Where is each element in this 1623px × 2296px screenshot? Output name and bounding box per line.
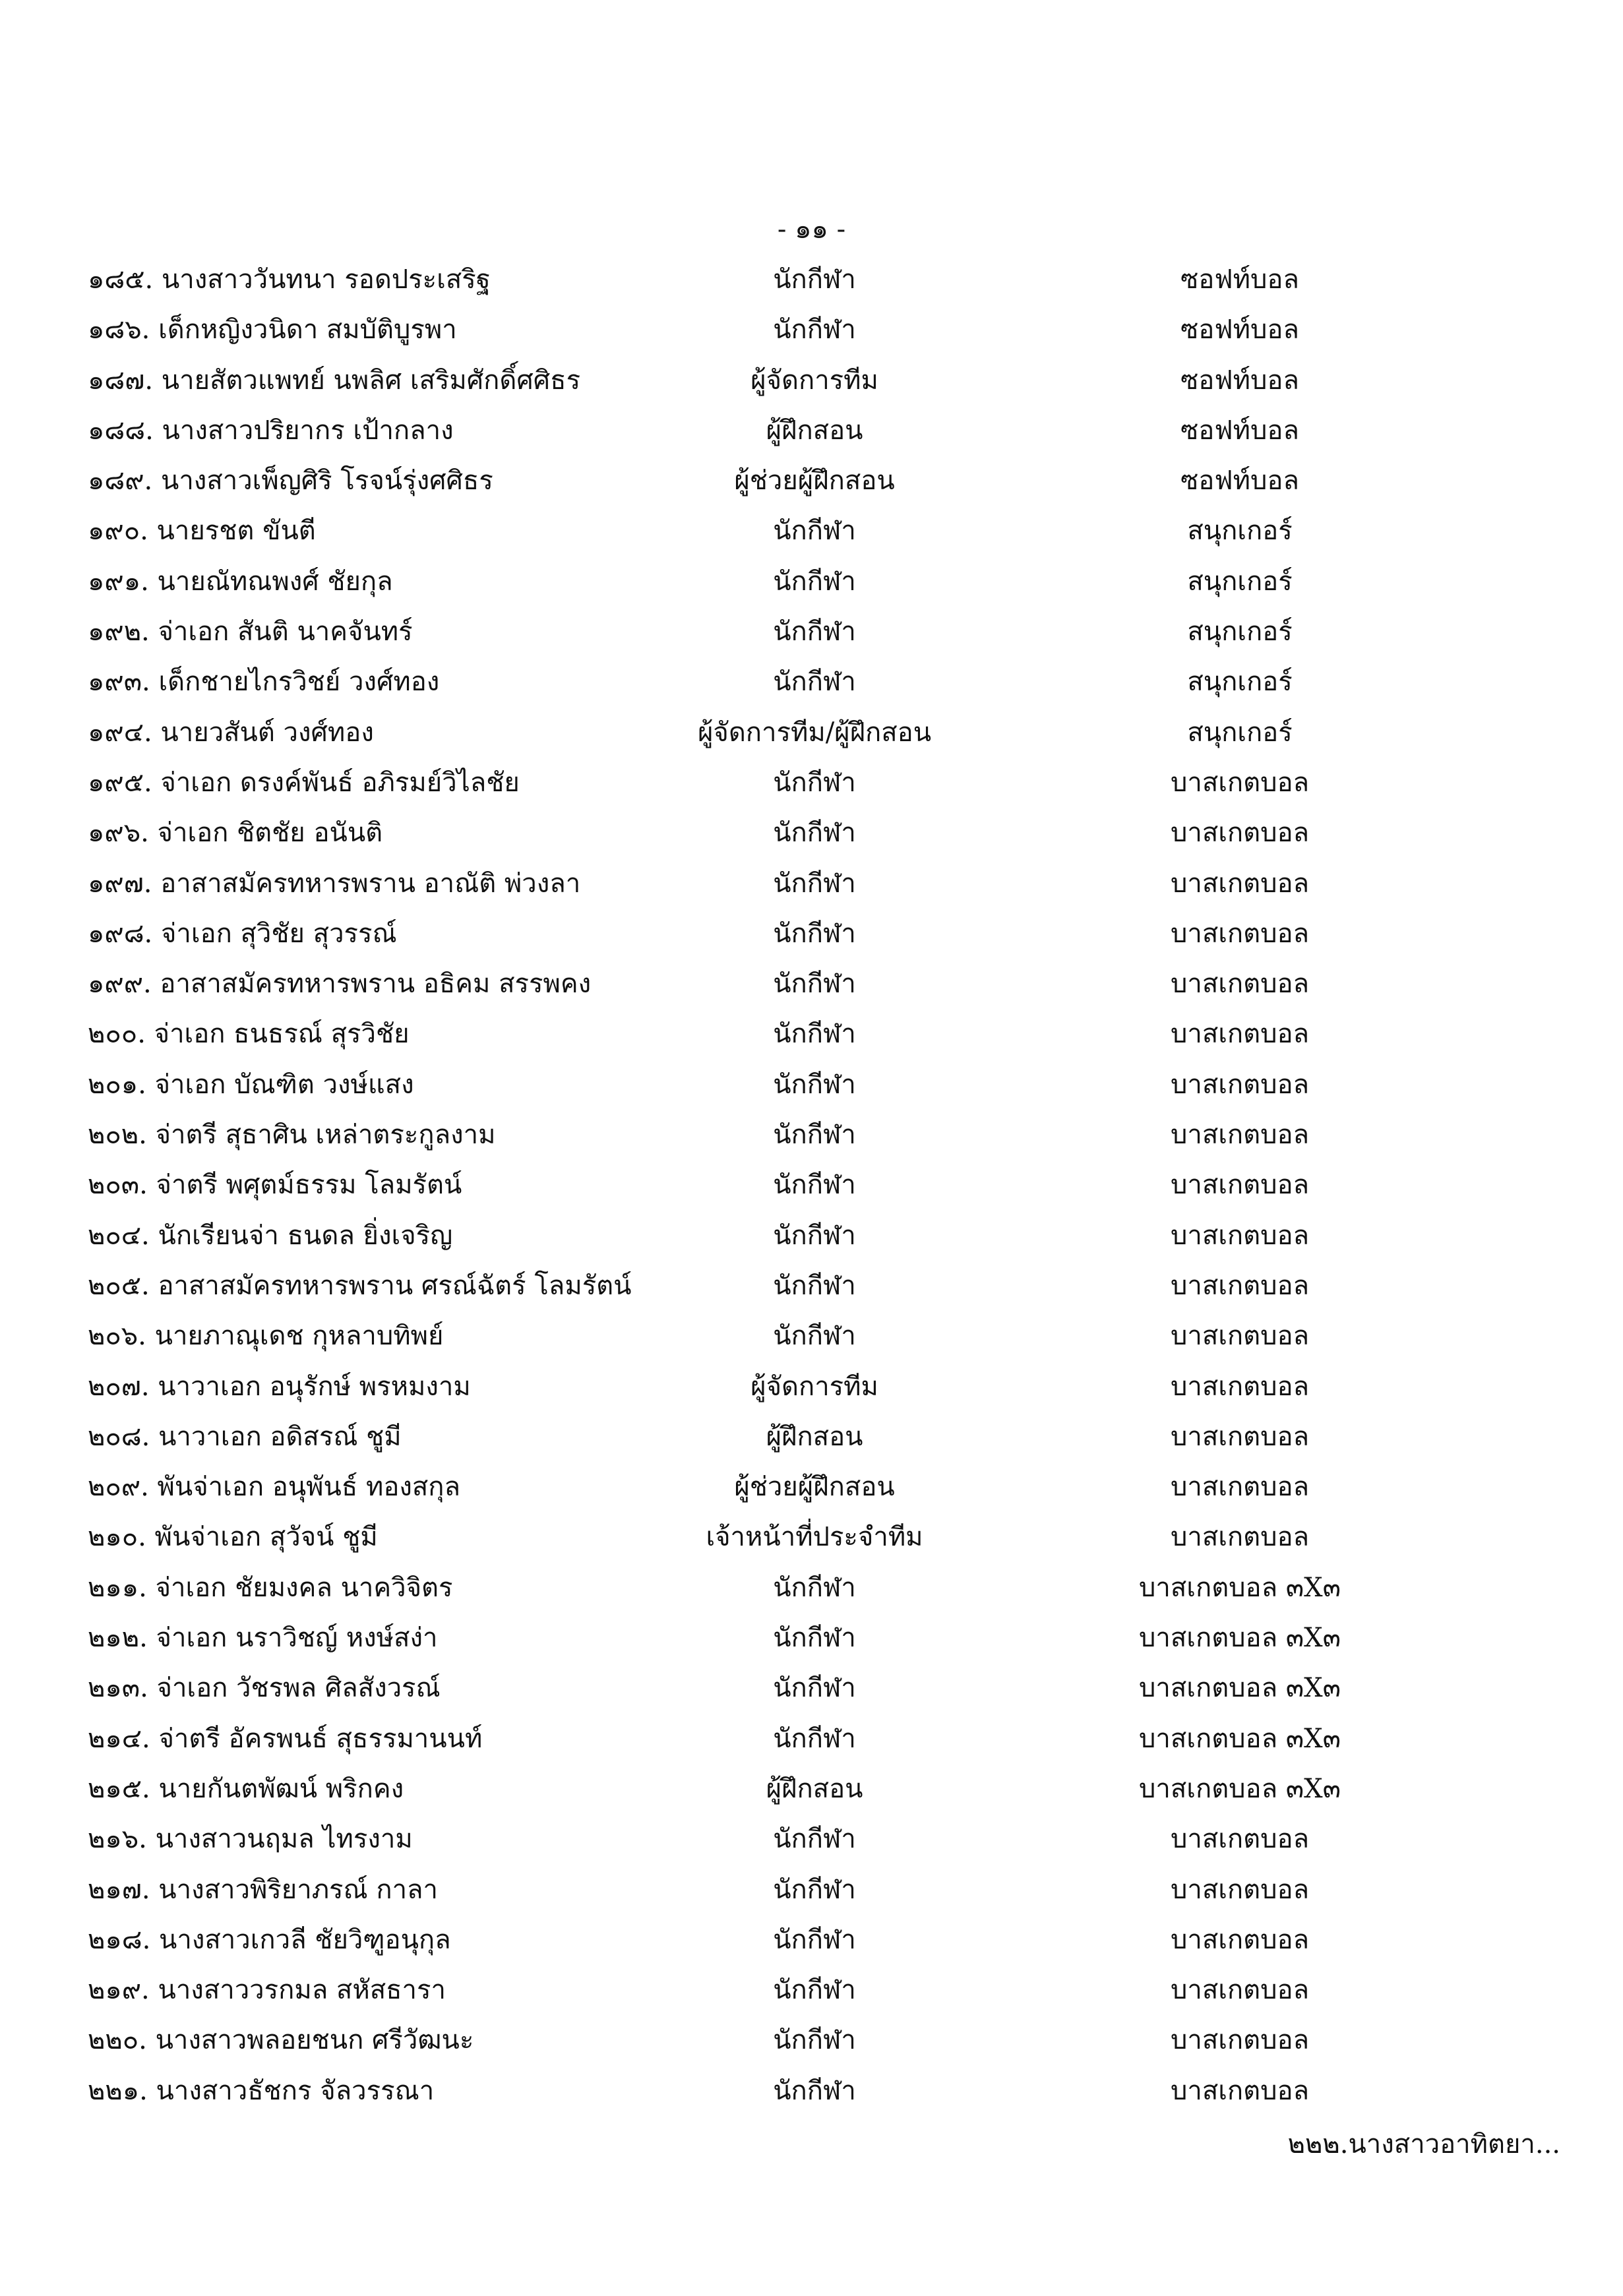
roster-row xyxy=(0,608,1623,658)
person-role: ผู้ฝึกสอน xyxy=(766,1773,863,1804)
person-role: นักกีฬา xyxy=(773,1170,856,1201)
roster-row xyxy=(0,860,1623,910)
person-role: นักกีฬา xyxy=(773,1220,856,1251)
person-role: ผู้ช่วยผู้ฝึกสอน xyxy=(734,466,895,497)
person-role: นักกีฬา xyxy=(773,1120,856,1151)
person-name: ๒๐๓. จ่าตรี พศุตม์ธรรม โลมรัตน์ xyxy=(88,1170,462,1201)
sport-name: บาสเกตบอล xyxy=(1170,868,1310,899)
person-name: ๑๘๖. เด็กหญิงวนิดา สมบัติบูรพา xyxy=(88,315,457,346)
roster-row xyxy=(0,1614,1623,1664)
sport-name: บาสเกตบอล xyxy=(1170,1975,1310,2006)
continuation-note: ๒๒๒.นางสาวอาทิตยา... xyxy=(1287,2129,1560,2160)
roster-row xyxy=(0,558,1623,608)
roster-row xyxy=(0,1262,1623,1312)
person-role: นักกีฬา xyxy=(773,516,856,547)
roster-row xyxy=(0,457,1623,507)
roster-row xyxy=(0,809,1623,859)
person-name: ๒๑๑. จ่าเอก ชัยมงคล นาควิจิตร xyxy=(88,1572,453,1603)
person-role: นักกีฬา xyxy=(773,918,856,949)
person-name: ๒๐๖. นายภาณุเดช กุหลาบทิพย์ xyxy=(88,1321,444,1352)
person-role: นักกีฬา xyxy=(773,1673,856,1704)
person-name: ๑๙๒. จ่าเอก สันติ นาคจันทร์ xyxy=(88,617,413,648)
roster-row xyxy=(0,1212,1623,1262)
person-name: ๒๑๓. จ่าเอก วัชรพล ศิลสังวรณ์ xyxy=(88,1673,441,1704)
sport-name: สนุกเกอร์ xyxy=(1187,516,1293,547)
sport-name: บาสเกตบอล xyxy=(1170,1069,1310,1100)
roster-row xyxy=(0,1363,1623,1413)
roster-row xyxy=(0,1866,1623,1916)
person-name: ๒๐๑. จ่าเอก บัณฑิต วงษ์แสง xyxy=(88,1069,414,1100)
sport-name: บาสเกตบอล ๓X๓ xyxy=(1139,1572,1341,1603)
roster-row xyxy=(0,256,1623,306)
person-name: ๒๑๘. นางสาวเกวลี ชัยวิฑูอนุกุล xyxy=(88,1924,451,1955)
person-name: ๒๐๙. พันจ่าเอก อนุพันธ์ ทองสกุล xyxy=(88,1472,461,1503)
roster-row xyxy=(0,1765,1623,1815)
person-name: ๑๘๕. นางสาววันทนา รอดประเสริฐ xyxy=(88,264,491,295)
sport-name: บาสเกตบอล xyxy=(1170,1924,1310,1955)
person-role: เจ้าหน้าที่ประจำทีม xyxy=(706,1522,923,1553)
person-name: ๒๑๔. จ่าตรี อัครพนธ์ สุธรรมานนท์ xyxy=(88,1723,483,1754)
sport-name: บาสเกตบอล xyxy=(1170,1824,1310,1855)
person-name: ๒๑๖. นางสาวนฤมล ไทรงาม xyxy=(88,1824,413,1855)
roster-row xyxy=(0,2067,1623,2117)
roster-row xyxy=(0,306,1623,356)
person-role: นักกีฬา xyxy=(773,2075,856,2106)
person-role: นักกีฬา xyxy=(773,2025,856,2056)
roster-row xyxy=(0,1463,1623,1513)
person-role: นักกีฬา xyxy=(773,1723,856,1754)
person-role: นักกีฬา xyxy=(773,868,856,899)
roster-row xyxy=(0,1413,1623,1463)
person-role: นักกีฬา xyxy=(773,1874,856,1905)
sport-name: ซอฟท์บอล xyxy=(1180,415,1299,446)
roster-row xyxy=(0,1513,1623,1563)
roster-row xyxy=(0,1564,1623,1614)
person-name: ๒๐๗. นาวาเอก อนุรักษ์ พรหมงาม xyxy=(88,1371,471,1402)
page-number: - ๑๑ - xyxy=(777,214,846,245)
person-name: ๑๘๗. นายสัตวแพทย์ นพลิศ เสริมศักดิ์ศศิธร xyxy=(88,365,581,396)
person-name: ๒๐๒. จ่าตรี สุธาศิน เหล่าตระกูลงาม xyxy=(88,1120,496,1151)
roster-row xyxy=(0,357,1623,407)
roster-row xyxy=(0,1010,1623,1060)
person-role: ผู้ช่วยผู้ฝึกสอน xyxy=(734,1472,895,1503)
person-role: นักกีฬา xyxy=(773,1270,856,1301)
sport-name: บาสเกตบอล ๓X๓ xyxy=(1139,1773,1341,1804)
roster-row xyxy=(0,1061,1623,1111)
sport-name: บาสเกตบอล xyxy=(1170,1371,1310,1402)
roster-row xyxy=(0,1161,1623,1211)
sport-name: บาสเกตบอล xyxy=(1170,1321,1310,1352)
sport-name: บาสเกตบอล ๓X๓ xyxy=(1139,1723,1341,1754)
person-name: ๑๙๕. จ่าเอก ดรงค์พันธ์ อภิรมย์วิไลชัย xyxy=(88,767,520,798)
roster-row xyxy=(0,1715,1623,1765)
person-name: ๑๙๘. จ่าเอก สุวิชัย สุวรรณ์ xyxy=(88,918,397,949)
person-role: ผู้จัดการทีม/ผู้ฝึกสอน xyxy=(697,717,932,748)
roster-row xyxy=(0,1966,1623,2016)
person-name: ๑๙๐. นายรชต ขันตี xyxy=(88,516,316,547)
sport-name: สนุกเกอร์ xyxy=(1187,667,1293,698)
sport-name: บาสเกตบอล xyxy=(1170,1019,1310,1050)
person-name: ๒๑๗. นางสาวพิริยาภรณ์ กาลา xyxy=(88,1874,439,1905)
sport-name: บาสเกตบอล ๓X๓ xyxy=(1139,1623,1341,1654)
sport-name: ซอฟท์บอล xyxy=(1180,466,1299,497)
person-name: ๑๙๓. เด็กชายไกรวิชย์ วงศ์ทอง xyxy=(88,667,440,698)
person-role: นักกีฬา xyxy=(773,667,856,698)
sport-name: บาสเกตบอล xyxy=(1170,918,1310,949)
sport-name: ซอฟท์บอล xyxy=(1180,264,1299,295)
person-name: ๑๙๑. นายณัทณพงศ์ ชัยกุล xyxy=(88,566,393,597)
sport-name: สนุกเกอร์ xyxy=(1187,566,1293,597)
sport-name: บาสเกตบอล ๓X๓ xyxy=(1139,1673,1341,1704)
roster-row xyxy=(0,1111,1623,1161)
person-role: นักกีฬา xyxy=(773,315,856,346)
person-role: นักกีฬา xyxy=(773,767,856,798)
sport-name: บาสเกตบอล xyxy=(1170,818,1310,849)
roster-list xyxy=(0,256,1623,2117)
person-role: นักกีฬา xyxy=(773,1019,856,1050)
roster-row xyxy=(0,2016,1623,2067)
sport-name: บาสเกตบอล xyxy=(1170,767,1310,798)
person-role: นักกีฬา xyxy=(773,818,856,849)
sport-name: บาสเกตบอล xyxy=(1170,1170,1310,1201)
person-role: ผู้ฝึกสอน xyxy=(766,1421,863,1452)
sport-name: บาสเกตบอล xyxy=(1170,969,1310,1000)
person-role: นักกีฬา xyxy=(773,1321,856,1352)
person-name: ๒๒๐. นางสาวพลอยชนก ศรีวัฒนะ xyxy=(88,2025,474,2056)
person-role: นักกีฬา xyxy=(773,1824,856,1855)
person-role: นักกีฬา xyxy=(773,1975,856,2006)
person-role: นักกีฬา xyxy=(773,969,856,1000)
person-role: ผู้ฝึกสอน xyxy=(766,415,863,446)
roster-row xyxy=(0,960,1623,1010)
sport-name: ซอฟท์บอล xyxy=(1180,365,1299,396)
sport-name: บาสเกตบอล xyxy=(1170,1120,1310,1151)
person-role: นักกีฬา xyxy=(773,1572,856,1603)
roster-row xyxy=(0,1312,1623,1362)
roster-row xyxy=(0,1916,1623,1966)
person-name: ๒๑๕. นายกันตพัฒน์ พริกคง xyxy=(88,1773,404,1804)
sport-name: บาสเกตบอล xyxy=(1170,1874,1310,1905)
person-name: ๑๙๗. อาสาสมัครทหารพราน อาณัติ พ่วงลา xyxy=(88,868,581,899)
roster-row xyxy=(0,1664,1623,1714)
person-name: ๒๑๐. พันจ่าเอก สุวัจน์ ชูมี xyxy=(88,1522,378,1553)
person-name: ๒๑๒. จ่าเอก นราวิชญ์ หงษ์สง่า xyxy=(88,1623,438,1654)
person-role: ผู้จัดการทีม xyxy=(750,1371,878,1402)
roster-row xyxy=(0,658,1623,708)
person-role: นักกีฬา xyxy=(773,1069,856,1100)
sport-name: บาสเกตบอล xyxy=(1170,1220,1310,1251)
sport-name: บาสเกตบอล xyxy=(1170,1270,1310,1301)
person-role: นักกีฬา xyxy=(773,1924,856,1955)
sport-name: สนุกเกอร์ xyxy=(1187,617,1293,648)
sport-name: บาสเกตบอล xyxy=(1170,1421,1310,1452)
person-name: ๒๒๑. นางสาวธัชกร จัลวรรณา xyxy=(88,2075,435,2106)
person-name: ๒๐๘. นาวาเอก อดิสรณ์ ชูมี xyxy=(88,1421,402,1452)
person-role: นักกีฬา xyxy=(773,566,856,597)
roster-row xyxy=(0,1815,1623,1865)
sport-name: บาสเกตบอล xyxy=(1170,1522,1310,1553)
person-name: ๑๙๙. อาสาสมัครทหารพราน อธิคม สรรพคง xyxy=(88,969,592,1000)
person-name: ๒๐๔. นักเรียนจ่า ธนดล ยิ่งเจริญ xyxy=(88,1220,453,1251)
person-role: ผู้จัดการทีม xyxy=(750,365,878,396)
roster-row xyxy=(0,910,1623,960)
sport-name: บาสเกตบอล xyxy=(1170,2025,1310,2056)
sport-name: บาสเกตบอล xyxy=(1170,2075,1310,2106)
sport-name: ซอฟท์บอล xyxy=(1180,315,1299,346)
person-role: นักกีฬา xyxy=(773,264,856,295)
roster-row xyxy=(0,759,1623,809)
person-name: ๑๘๘. นางสาวปริยากร เป้ากลาง xyxy=(88,415,454,446)
roster-row xyxy=(0,407,1623,457)
person-name: ๑๙๖. จ่าเอก ชิตชัย อนันติ xyxy=(88,818,383,849)
person-name: ๒๐๕. อาสาสมัครทหารพราน ศรณ์ฉัตร์ โลมรัตน์ xyxy=(88,1270,632,1301)
sport-name: บาสเกตบอล xyxy=(1170,1472,1310,1503)
sport-name: สนุกเกอร์ xyxy=(1187,717,1293,748)
person-name: ๒๐๐. จ่าเอก ธนธรณ์ สุรวิชัย xyxy=(88,1019,410,1050)
person-name: ๒๑๙. นางสาววรกมล สหัสธารา xyxy=(88,1975,446,2006)
roster-row xyxy=(0,507,1623,557)
person-name: ๑๘๙. นางสาวเพ็ญศิริ โรจน์รุ่งศศิธร xyxy=(88,466,493,497)
person-name: ๑๙๔. นายวสันต์ วงศ์ทอง xyxy=(88,717,374,748)
person-role: นักกีฬา xyxy=(773,617,856,648)
roster-row xyxy=(0,709,1623,759)
person-role: นักกีฬา xyxy=(773,1623,856,1654)
